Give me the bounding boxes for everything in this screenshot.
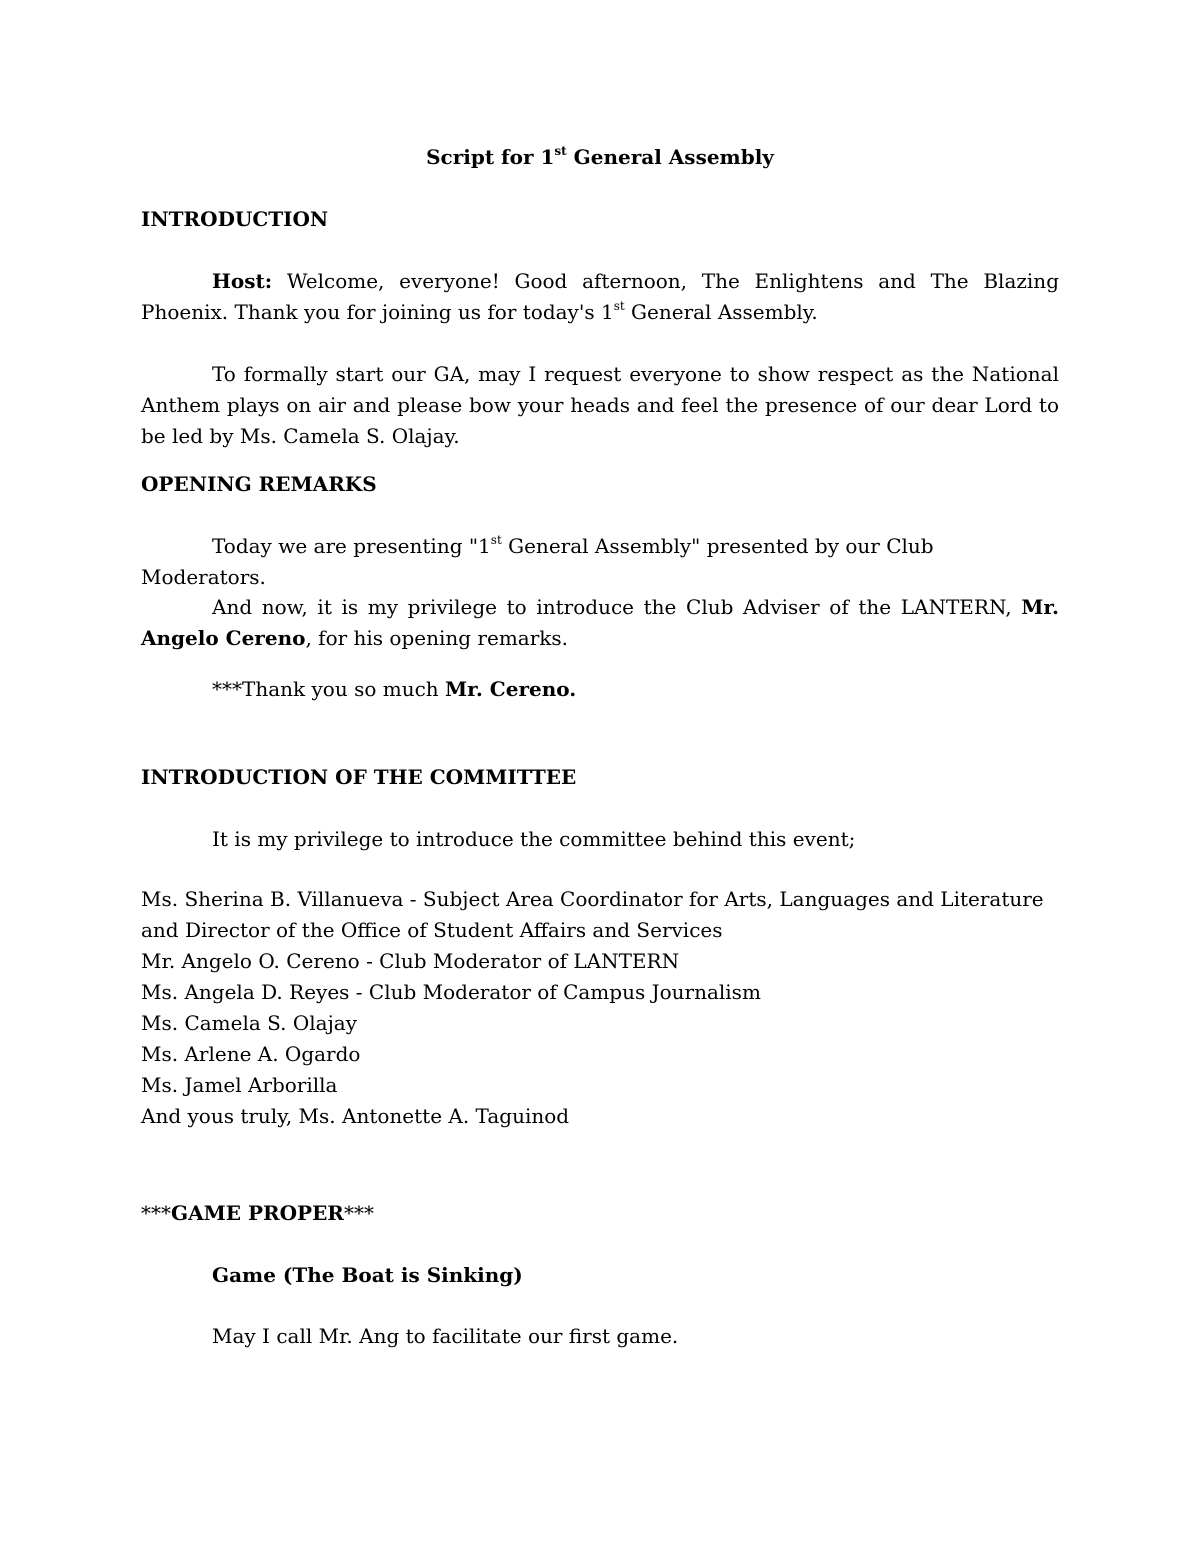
adviser-name: Mr. Angelo Cereno [141,595,1059,650]
adviser-intro-paragraph: And now, it is my privilege to introduce the Club Adviser of the LANTERN, Mr. Angelo Cereno, for his opening remarks. [141,595,1059,650]
committee-member: Ms. Angela D. Reyes - Club Moderator of Campus Journalism [141,980,761,1004]
section-heading-game-proper: ***GAME PROPER*** [141,1201,374,1225]
game-title: Game (The Boat is Sinking) [212,1263,523,1287]
committee-member-list [141,884,1059,1132]
opening-presenting-paragraph: Today we are presenting "1st General Assembly" presented by our Club Moderators. [141,533,934,589]
committee-member: Ms. Arlene A. Ogardo [141,1042,361,1066]
document-title: Script for 1st General Assembly [426,144,774,169]
host-welcome-paragraph: Host: Welcome, everyone! Good afternoon, The Enlightens and The Blazing Phoenix. Thank you for joining us for today's 1st General Assembly. [141,269,1059,324]
committee-member: Ms. Jamel Arborilla [141,1073,338,1097]
section-heading-opening-remarks: OPENING REMARKS [141,472,377,496]
committee-member: Ms. Camela S. Olajay [141,1011,358,1035]
thanked-name: Mr. Cereno. [445,677,577,701]
committee-member: And yous truly, Ms. Antonette A. Taguinod [141,1104,570,1128]
committee-member: Mr. Angelo O. Cereno - Club Moderator of LANTERN [141,949,680,973]
host-label: Host: [212,269,273,293]
game-facilitator-paragraph: May I call Mr. Ang to facilitate our first game. [212,1324,679,1348]
committee-member: Ms. Sherina B. Villanueva - Subject Area Coordinator for Arts, Languages and Literature and Director of the Office of Student Affairs and Services [141,887,1044,942]
anthem-prayer-paragraph: To formally start our GA, may I request everyone to show respect as the National Anthem plays on air and please bow your heads and feel the presence of our dear Lord to be led by Ms. Camela S. Olajay. [141,362,1059,448]
section-heading-committee: INTRODUCTION OF THE COMMITTEE [141,765,577,789]
thank-you-paragraph: ***Thank you so much Mr. Cereno. [212,677,577,701]
section-heading-introduction: INTRODUCTION [141,207,329,231]
committee-intro-paragraph: It is my privilege to introduce the committee behind this event; [212,827,856,851]
